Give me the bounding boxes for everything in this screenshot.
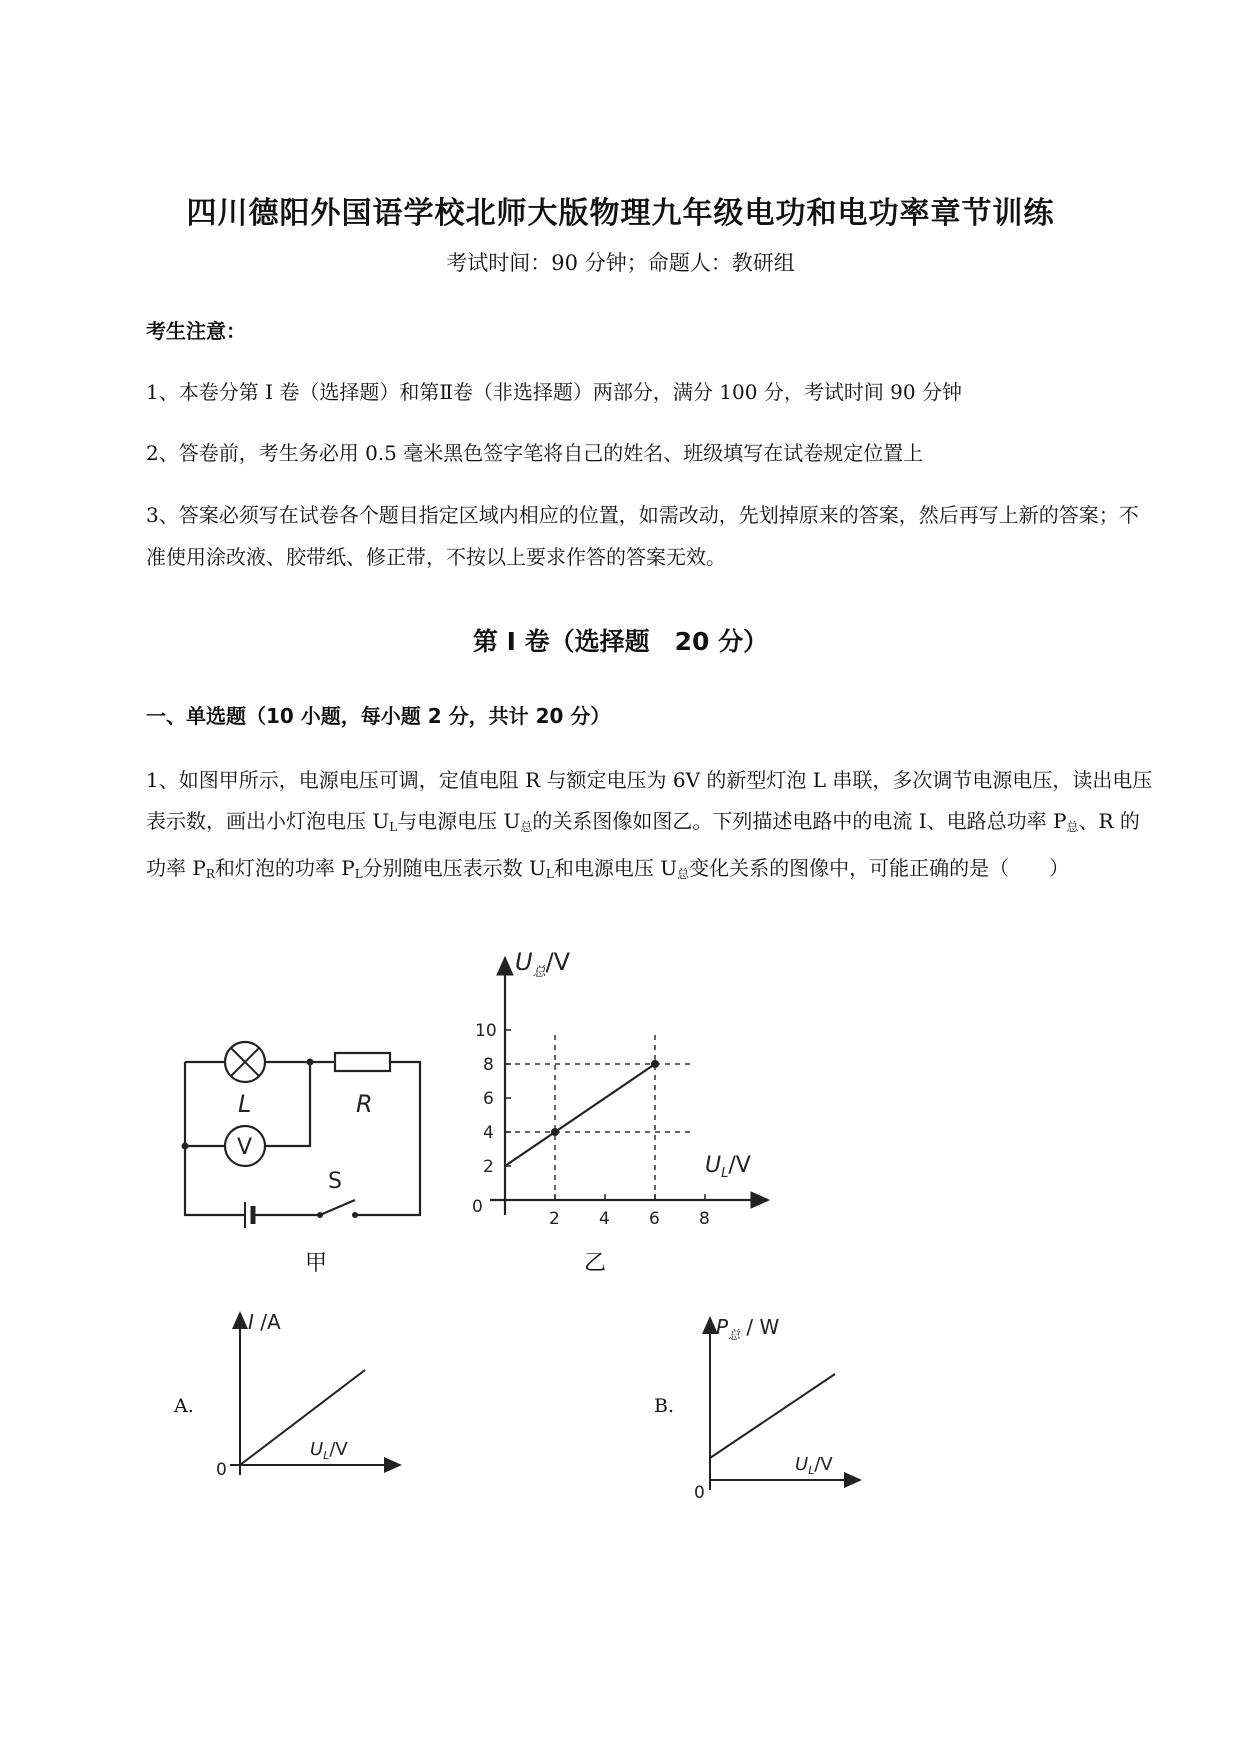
junction-dot: [307, 1059, 314, 1066]
option-b-label: B.: [654, 1395, 675, 1417]
series-group: [505, 1060, 659, 1166]
x-tick-label: 4: [599, 1209, 610, 1229]
circuit-diagram: [160, 1020, 440, 1240]
x-axis-label: $U_L/V$: [705, 1153, 751, 1181]
resistor-label: R: [356, 1090, 373, 1118]
switch-label: S: [328, 1169, 342, 1194]
battery-icon: [245, 1202, 253, 1228]
y-tick-label: 8: [483, 1055, 494, 1075]
switch-contact: [352, 1212, 358, 1218]
graph-yi: [450, 940, 780, 1240]
lamp-icon: [225, 1042, 265, 1082]
subsection-heading: 一、单选题（10 小题，每小题 2 分，共计 20 分）: [146, 704, 611, 728]
axis-ticks: [475, 1021, 710, 1229]
series-line: [710, 1374, 835, 1458]
notice-heading: 考生注意：: [146, 319, 246, 343]
y-tick-label: 6: [483, 1089, 494, 1109]
y-axis-label: $U_总/V$: [515, 948, 571, 980]
data-point: [551, 1128, 559, 1136]
notice-item-2: 2、答卷前，考生务必用 0.5 毫米黑色签字笔将自己的姓名、班级填写在试卷规定位置上: [146, 441, 924, 465]
origin-label: 0: [472, 1197, 483, 1217]
y-tick-label: 4: [483, 1123, 494, 1143]
x-tick-label: 6: [649, 1209, 660, 1229]
notice-item-1: 1、本卷分第 I 卷（选择题）和第Ⅱ卷（非选择题）两部分，满分 100 分，考试时间 90 分钟: [146, 380, 962, 404]
option-a-graph: [210, 1305, 410, 1485]
switch-pivot: [317, 1212, 323, 1218]
x-axis-label: $U_L/V$: [795, 1454, 833, 1477]
section-heading: 第 I 卷（选择题 20 分）: [472, 627, 769, 656]
y-tick-label: 10: [475, 1021, 497, 1041]
option-a-label: A.: [174, 1395, 194, 1417]
guide-lines: [505, 1030, 693, 1200]
option-b-graph: [690, 1310, 870, 1500]
figure-jia-caption: 甲: [305, 1251, 328, 1276]
x-tick-label: 8: [699, 1209, 710, 1229]
origin-label: 0: [216, 1460, 227, 1480]
lamp-label: L: [238, 1090, 252, 1118]
resistor-icon: [335, 1053, 390, 1071]
notice-item-3: 3、答案必须写在试卷各个题目指定区域内相应的位置，如需改动，先划掉原来的答案，然后再写上新的答案；不准使用涂改液、胶带纸、修正带，不按以上要求作答的答案无效。: [146, 503, 1139, 569]
voltmeter-label: V: [237, 1135, 253, 1160]
series-line: [505, 1064, 655, 1166]
y-tick-label: 2: [483, 1157, 494, 1177]
x-tick-label: 2: [549, 1209, 560, 1229]
page-title: 四川德阳外国语学校北师大版物理九年级电功和电功率章节训练: [186, 196, 1055, 231]
figure-yi-caption: 乙: [584, 1251, 607, 1276]
junction-dot: [182, 1143, 189, 1150]
x-axis-label: $U_L/V$: [310, 1439, 348, 1462]
question-1-text: 1、如图甲所示，电源电压可调，定值电阻 R 与额定电压为 6V 的新型灯泡 L 串联，多次调节电源电压，读出电压表示数，画出小灯泡电压 $U_L$与电源电压 $U_总$的关系图像如图乙。下列描述电路中的电流 I、电路总功率 $P_总$、R 的功率 $P_R$和灯泡的功率 $P_L$分别随电压表示数 $U_L$和电源电压 $U_总$变化关系的图像中，可能正确的是（ ）: [146, 768, 1153, 881]
origin-label: 0: [694, 1483, 705, 1500]
y-axis-label: I /A: [248, 1310, 281, 1334]
exam-info: 考试时间：90 分钟；命题人：教研组: [446, 251, 795, 275]
data-point: [651, 1060, 659, 1068]
y-axis-label: $P_总$ / W: [716, 1315, 780, 1342]
